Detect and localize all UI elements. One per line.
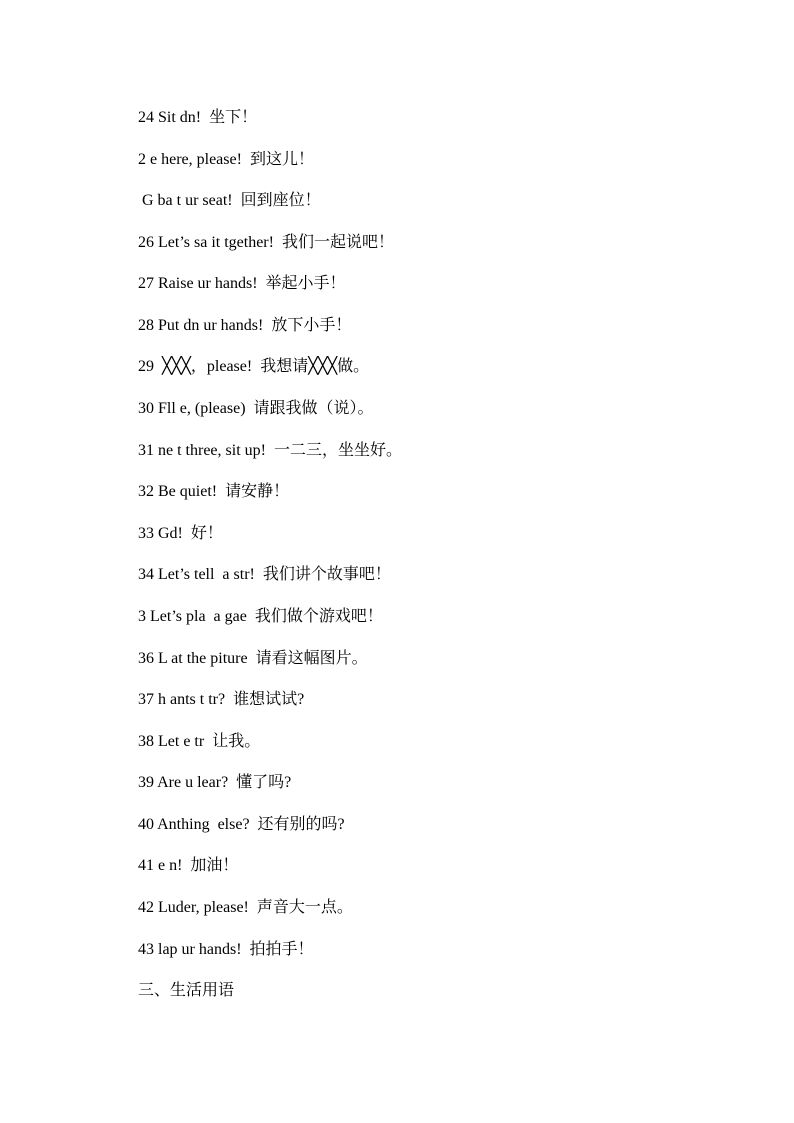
- phrase-line-29: 29 ╳╳╳，please! 我想请╳╳╳做。: [138, 358, 370, 375]
- phrase-line-36: 36 L at the piture 请看这幅图片。: [138, 650, 368, 667]
- phrase-line-34: 34 Let’s tell a str! 我们讲个故事吧！: [138, 566, 391, 583]
- phrase-line-37: 37 h ants t tr? 谁想试试?: [138, 691, 305, 708]
- phrase-line-25b: G ba t ur seat! 回到座位！: [138, 192, 321, 209]
- phrase-line-32: 32 Be quiet! 请安静！: [138, 483, 290, 500]
- phrase-line-31: 31 ne t three, sit up! 一二三，坐坐好。: [138, 442, 402, 459]
- phrase-line-24: 24 Sit dn! 坐下！: [138, 109, 258, 126]
- phrase-line-28: 28 Put dn ur hands! 放下小手！: [138, 317, 352, 334]
- phrase-line-25: 2 e here, please! 到这儿！: [138, 151, 314, 168]
- phrase-line-43: 43 lap ur hands! 拍拍手！: [138, 941, 314, 958]
- phrase-line-26: 26 Let’s sa it tgether! 我们一起说吧！: [138, 234, 394, 251]
- phrase-line-41: 41 e n! 加油！: [138, 857, 239, 874]
- section-heading: 三、生活用语: [138, 982, 235, 999]
- phrase-line-42: 42 Luder, please! 声音大一点。: [138, 899, 353, 916]
- phrase-line-38: 38 Let e tr 让我。: [138, 733, 261, 750]
- phrase-line-35: 3 Let’s pla a gae 我们做个游戏吧！: [138, 608, 383, 625]
- phrase-line-27: 27 Raise ur hands! 举起小手！: [138, 275, 346, 292]
- phrase-line-30: 30 Fll e, (please) 请跟我做（说）。: [138, 400, 374, 417]
- phrase-line-39: 39 Are u lear? 懂了吗?: [138, 774, 292, 791]
- phrase-line-33: 33 Gd! 好！: [138, 525, 223, 542]
- phrase-line-40: 40 Anthing else? 还有别的吗?: [138, 816, 345, 833]
